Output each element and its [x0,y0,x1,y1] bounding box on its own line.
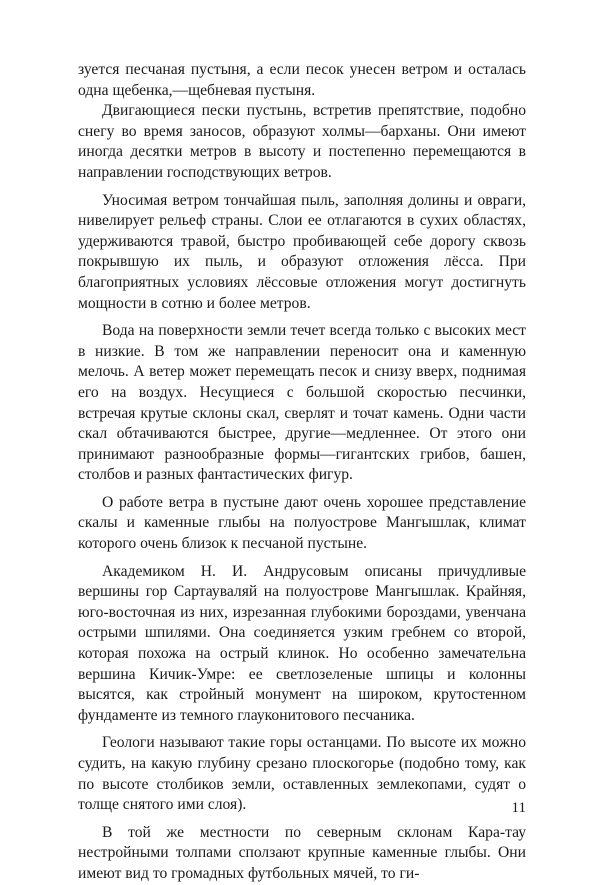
paragraph: В той же местности по северным склонам Кара-тау нестройными толпами сползают крупные каменные глыбы. Они имеют вид то громадных футбольных мячей, то ги- [78,823,526,882]
paragraph: Двигающиеся пески пустынь, встретив препятствие, подобно снегу во время заносов, образуют холмы—барханы. Они имеют иногда десятки метров в высоту и постепенно перемещаются в направлении господствующих ветров. [78,102,526,181]
paragraph: Геологи называют такие горы останцами. По высоте их можно судить, на какую глубину срезано плоскогорье (подобно тому, как по высоте столбиков земли, оставленных землекопами, судят о толще снятого ими слоя). [78,734,526,814]
paragraph: Уносимая ветром тончайшая пыль, заполняя долины и овраги, нивелирует рельеф страны. Слои ее отлагаются в сухих областях, удерживаются травой, быстро пробивающей себе дорогу сквозь покрывшую их пыль, и образуют отложения лёсса. При благоприятных условиях лёссовые отложения могут достигнуть мощности в сотню и более метров. [78,191,526,312]
paragraph: зуется песчаная пустыня, а если песок унесен ветром и осталась одна щебенка,—щебневая пустыня. [78,61,526,99]
page-text-block [78,60,526,885]
paragraph: Вода на поверхности земли течет всегда только с высоких мест в низкие. В том же направлении переносит она и каменную мелочь. А ветер может перемещать песок и снизу вверх, поднимая его на воздух. Несущиеся с большой скоростью песчинки, встречая крутые склоны скал, сверлят и точат камень. Одни части скал обтачиваются быстрее, другие—медленнее. От этого они принимают разнообразные формы—гигантских грибов, башен, столбов и разных фантастических фигур. [78,322,526,484]
page-number: 11 [511,800,526,816]
paragraph: О работе ветра в пустыне дают очень хорошее представление скалы и каменные глыбы на полуострове Мангышлак, климат которого очень близок к песчаной пустыне. [78,493,526,553]
paragraph: Академиком Н. И. Андрусовым описаны причудливые вершины гор Сартауваляй на полуострове Мангышлак. Крайняя, юго-восточная из них, изрезанная глубокими бороздами, увенчана острыми шпилями. Она соединяется узким гребнем со второй, которая похожа на острый клинок. Но особенно замечательна вершина Кичик-Умре: ее светлозеленые шпицы и колонны высятся, как стройный монумент на широком, крутостенном фундаменте из темного глауконитового песчаника. [78,562,526,724]
